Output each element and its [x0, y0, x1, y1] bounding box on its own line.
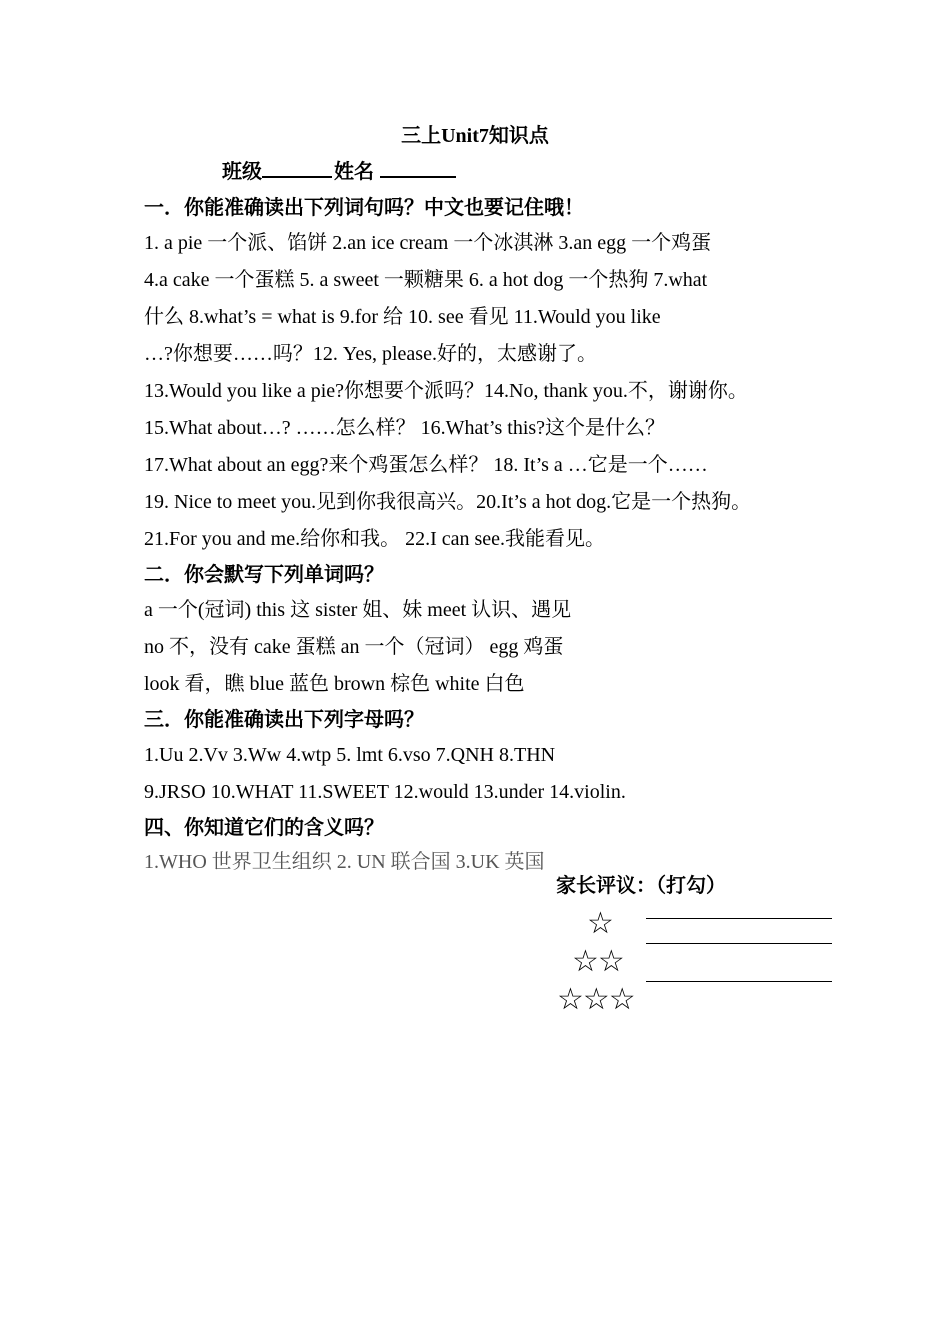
two-star-icon: ☆☆ [572, 944, 624, 979]
review-blank-line [646, 918, 832, 919]
section1-line: 4.a cake 一个蛋糕 5. a sweet 一颗糖果 6. a hot dog 一个热狗 7.what [144, 269, 708, 291]
section1-line: 什么 8.what’s = what is 9.for 给 10. see 看见 11.Would you like [144, 306, 661, 328]
class-label: 班级 [222, 161, 262, 183]
section2-line: a 一个(冠词) this 这 sister 姐、妹 meet 认识、遇见 [144, 599, 572, 621]
section3-line: 1.Uu 2.Vv 3.Ww 4.wtp 5. lmt 6.vso 7.QNH 8.THN [144, 744, 556, 766]
parent-review-label: 家长评议：（打勾） [556, 875, 726, 897]
review-blank-line [646, 943, 832, 944]
one-star-icon: ☆ [587, 906, 613, 941]
name-label: 姓名 [334, 161, 374, 183]
section2-line: look 看，瞧 blue 蓝色 brown 棕色 white 白色 [144, 673, 525, 695]
section1-line: 17.What about an egg?来个鸡蛋怎么样？ 18. It’s a …它是一个…… [144, 454, 708, 476]
section4-heading: 四、你知道它们的含义吗？ [144, 817, 384, 839]
section1-line: 21.For you and me.给你和我。 22.I can see.我能看见。 [144, 528, 606, 550]
class-name-line [222, 158, 456, 186]
section2-heading: 二．你会默写下列单词吗？ [144, 564, 384, 586]
name-blank [380, 158, 456, 178]
three-star-icon: ☆☆☆ [557, 982, 635, 1017]
class-blank [262, 158, 332, 178]
section4-line: 1.WHO 世界卫生组织 2. UN 联合国 3.UK 英国 [144, 851, 545, 873]
section1-line: …?你想要……吗？12. Yes, please.好的，太感谢了。 [144, 343, 597, 365]
section1-line: 19. Nice to meet you.见到你我很高兴。20.It’s a hot dog.它是一个热狗。 [144, 491, 752, 513]
section3-heading: 三．你能准确读出下列字母吗？ [144, 709, 424, 731]
section1-line: 15.What about…? ……怎么样？ 16.What’s this?这个是什么？ [144, 417, 666, 439]
section3-line: 9.JRSO 10.WHAT 11.SWEET 12.would 13.under 14.violin. [144, 781, 626, 803]
section1-heading: 一．你能准确读出下列词句吗？中文也要记住哦！ [144, 197, 584, 219]
page-title: 三上Unit7知识点 [401, 125, 549, 147]
section1-line: 1. a pie 一个派、馅饼 2.an ice cream 一个冰淇淋 3.an egg 一个鸡蛋 [144, 232, 712, 254]
section2-line: no 不，没有 cake 蛋糕 an 一个（冠词） egg 鸡蛋 [144, 636, 564, 658]
section1-line: 13.Would you like a pie?你想要个派吗？14.No, thank you.不，谢谢你。 [144, 380, 748, 402]
review-blank-line [646, 981, 832, 982]
